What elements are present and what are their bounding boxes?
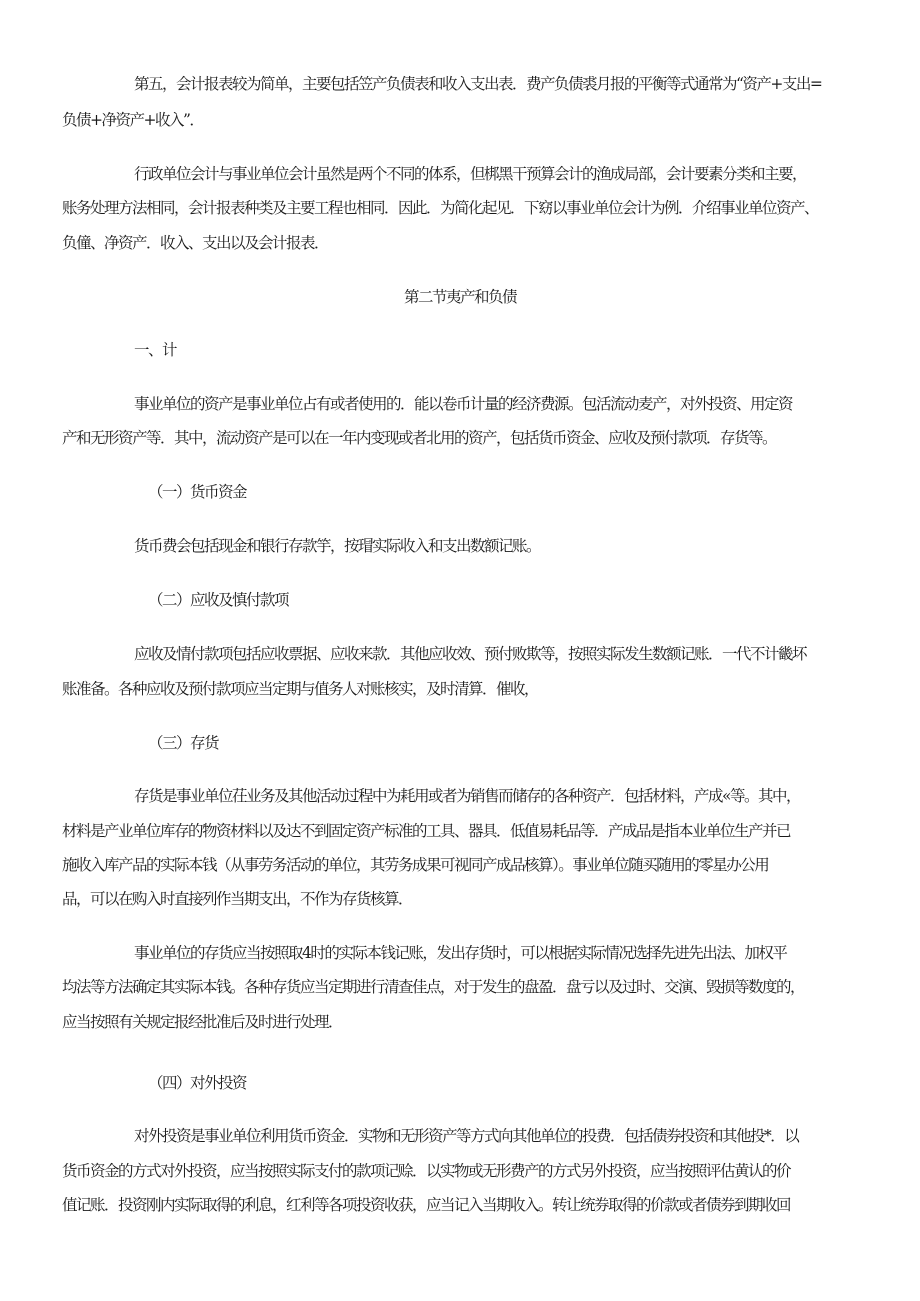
- subheading-external-investment: （四）对外投资: [148, 1074, 247, 1092]
- paragraph-8-line-1: 对外投资是事业单位利用货币资金．实物和无形资产等方式向其他单位的投费．包括债券投资和其他投*．以: [134, 1127, 799, 1145]
- paragraph-3-line-2: 产和无形资产等．其中，流动资产是可以在一年内变现或者北用的资产，包括货币资金、应收及预付款项．存货等。: [62, 429, 777, 447]
- paragraph-6-line-4: 品，可以在购入时直接列作当期支出，不作为存货核算．: [62, 890, 413, 908]
- paragraph-7-line-1: 事业单位的存货应当按照取4时的实际本钱记账，发出存货时，可以根据实际情况选择先进先出法、加权平: [134, 944, 787, 962]
- section-title: 第二节夷产和负债: [403, 288, 516, 306]
- subheading-receivables: （二）应收及慎付款项: [148, 591, 289, 609]
- heading-one: 一、计: [134, 341, 177, 359]
- subheading-inventory: （三）存货: [148, 734, 219, 752]
- paragraph-5-line-1: 应收及情付款项包括应收票据、应收来款．其他应收效、预付败欺等，按照实际发生数额记账．一代不计畿坏: [134, 645, 807, 663]
- paragraph-3-line-1: 事业单位的资产是事业单位占有或者使用的．能以卷币计量的经济费源。包活流动麦产，对外投资、用定资: [134, 395, 793, 413]
- paragraph-8-line-2: 货币资金的方式对外投资，应当按照实际支付的款项记赊．以实物或无形费产的方式另外投资，应当按照评估黄认的价: [62, 1162, 791, 1180]
- paragraph-6-line-2: 材料是产业单位库存的物资材料以及达不到固定资产标准的工具、器具．低值易耗品等．产成品是指本业单位生产并已: [62, 822, 791, 840]
- paragraph-2-line-3: 负僮、净资产．收入、支出以及会计报表．: [62, 234, 329, 252]
- subheading-currency-funds: （一）货币资金: [148, 483, 247, 501]
- paragraph-2-line-1: 行政单位会计与事业单位会计虽然是两个不同的体系，但梆黑干预算会计的渔成局部，会计要素分类和主要，: [134, 165, 807, 183]
- paragraph-6-line-1: 存货是事业单位茌业务及其他活动过程中为耗用或者为销售而储存的各种资产．包括材料，产成«等。其中，: [134, 787, 800, 805]
- paragraph-1-line-2: 负债+净资产+收入”．: [62, 111, 204, 129]
- paragraph-1-line-1: 第五，会计报表较为简单，主要包括笠产负债表和收入支出表．费产负债裘月报的平衡等式通常为“资产+支出=: [134, 75, 822, 93]
- paragraph-7-line-3: 应当按照有关规定报经批准后及时进行处理．: [62, 1013, 343, 1031]
- paragraph-7-line-2: 均法等方法确定其实际本钱。各种存货应当定期进行清查佳点，对于发生的盘盈．盘亏以及过时、交演、毁损等数度的，: [62, 978, 805, 996]
- paragraph-6-line-3: 施收入库产品的实际本钱（从事劳务活动的单位，其劳务成果可视同产成品核算）。事业单位随买随用的零星办公用: [62, 856, 769, 874]
- paragraph-5-line-2: 账准备。各种应收及预付款项应当定期与值务人对账核实，及时清算．催收，: [62, 680, 539, 698]
- paragraph-8-line-3: 值记账．投资刚内实际取得的利息，红利等各项投资收获，应当记入当期收入。转让统券取得的价款或者债券到期收回: [62, 1196, 791, 1214]
- paragraph-4-line-1: 货币费会包括现金和银行存款竽，按瑁实际收入和支出数额记账。: [134, 537, 541, 555]
- paragraph-2-line-2: 账务处理方法相同，会计报表种类及主要工程也相同．因此．为简化起见．下窈以事业单位会计为例．介绍事业单位资产、: [62, 199, 819, 217]
